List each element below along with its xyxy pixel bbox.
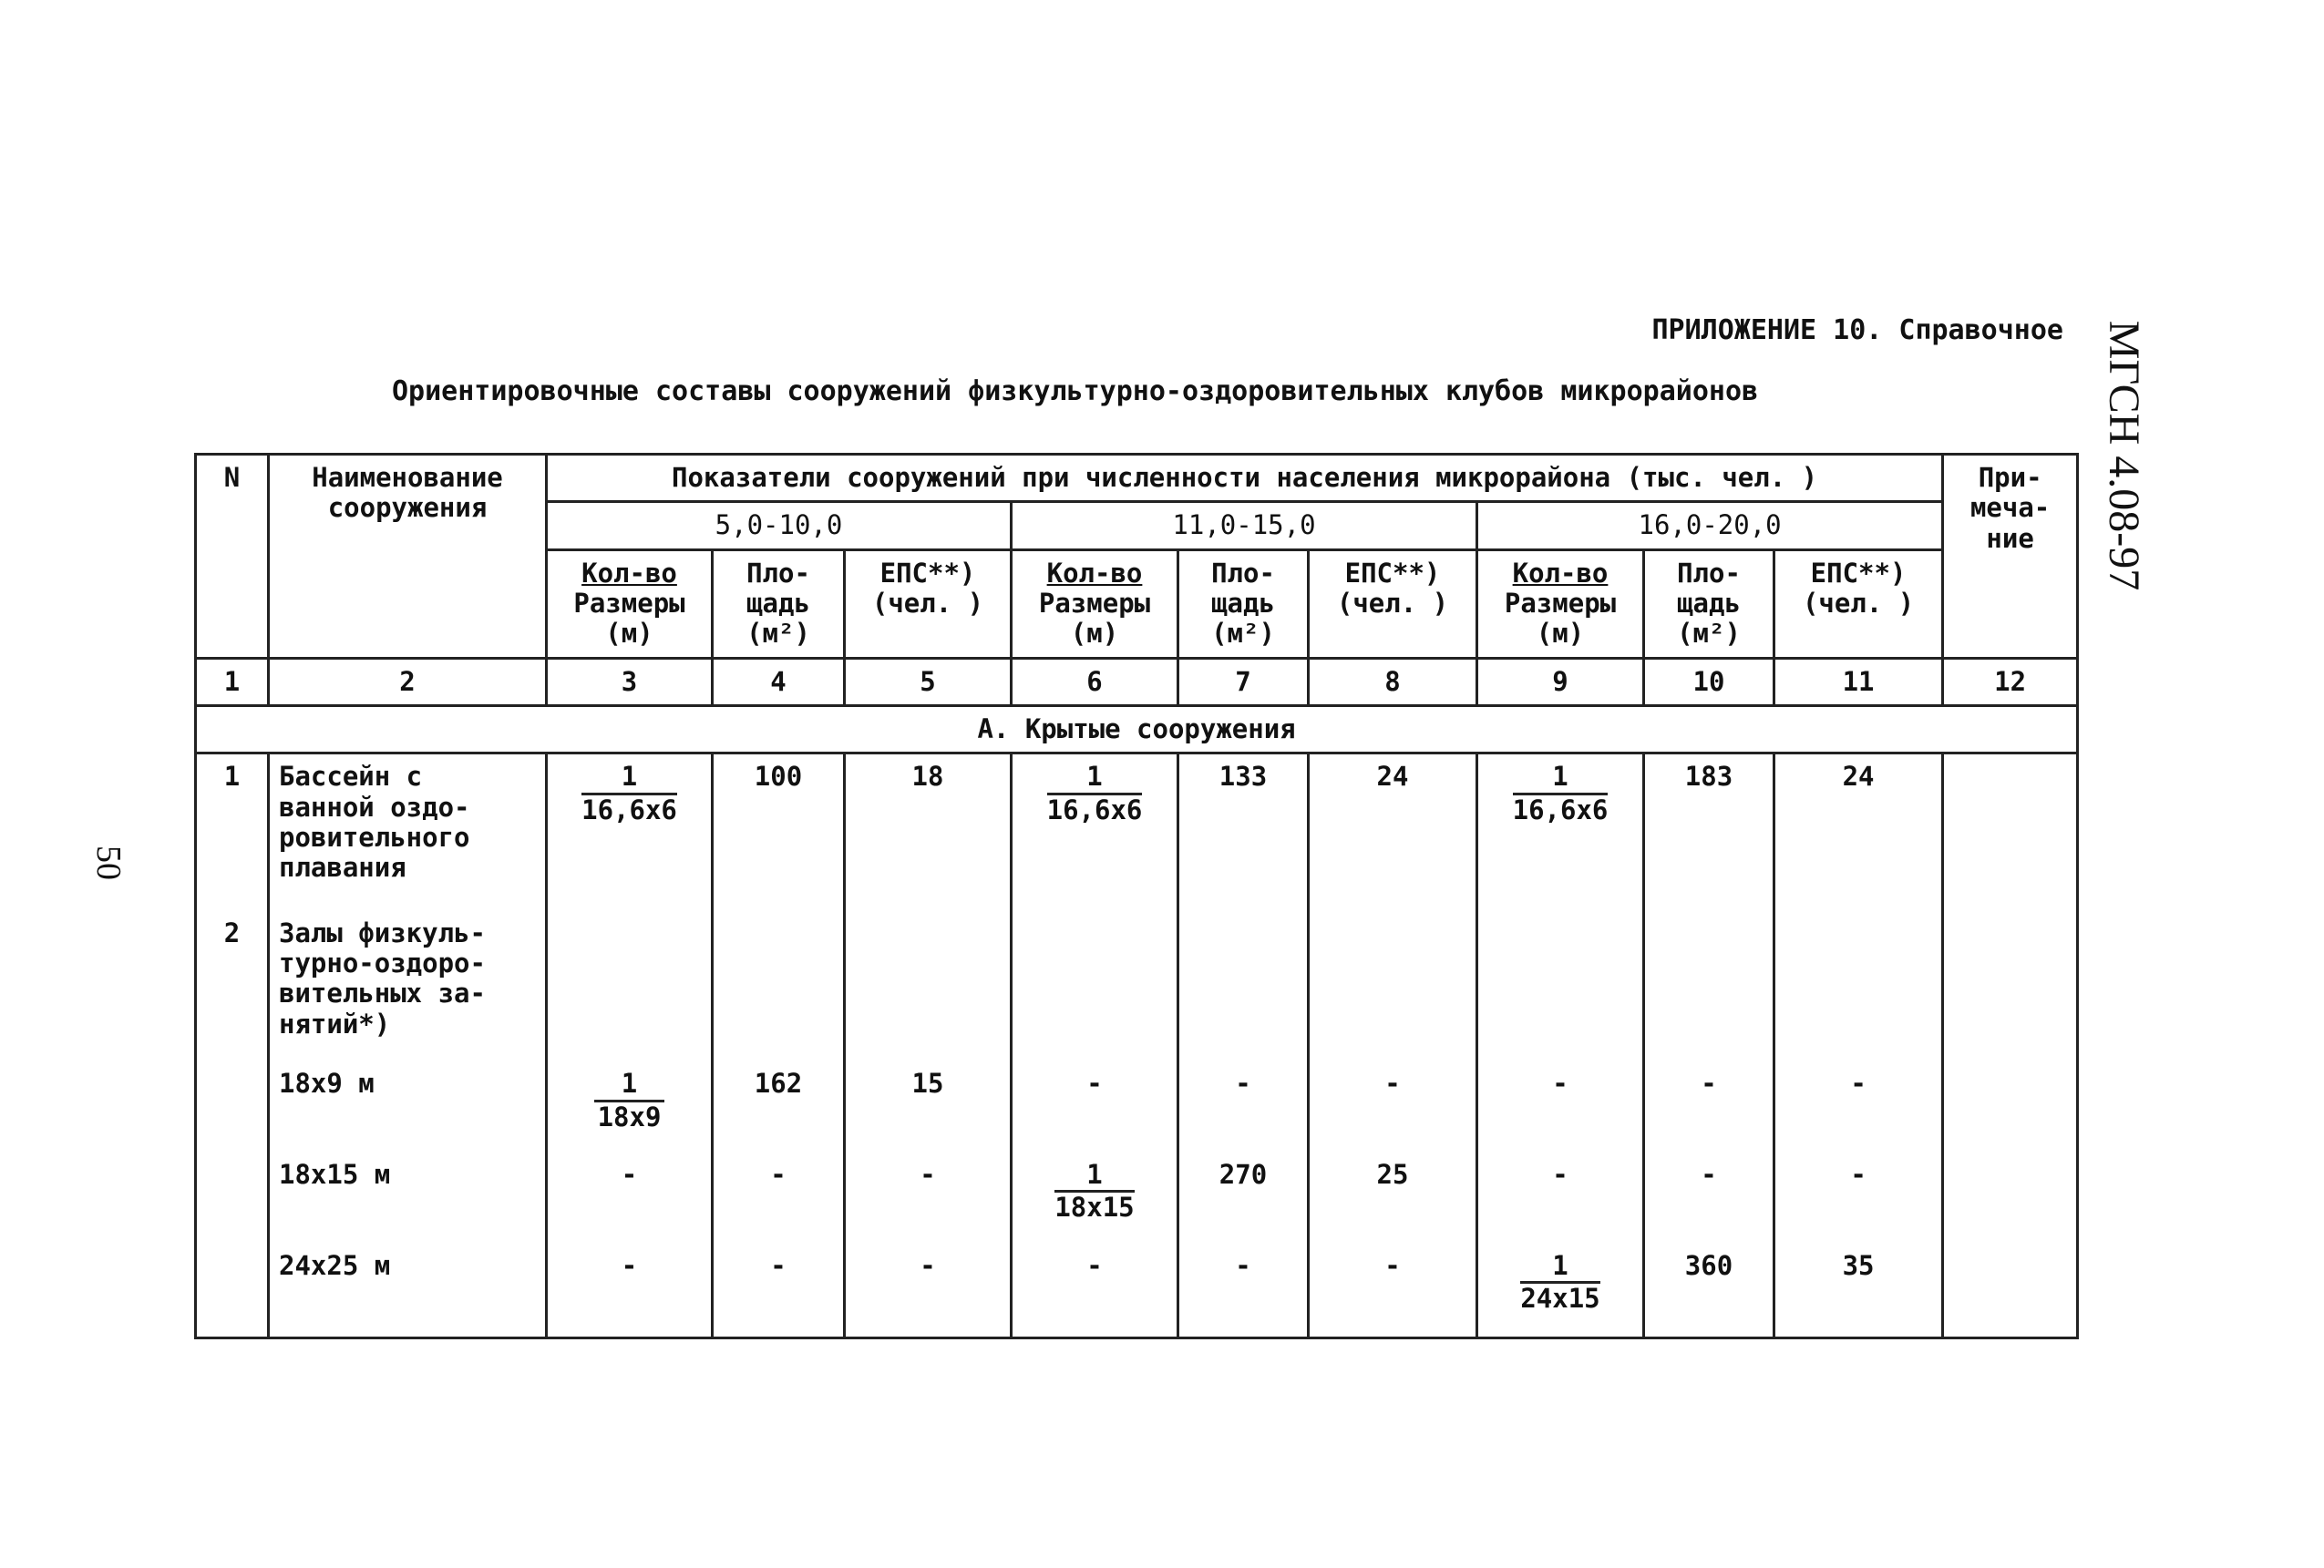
qty-value: 1 xyxy=(1047,762,1143,794)
col-number: 9 xyxy=(1477,658,1644,705)
eps-value: - xyxy=(845,1140,1012,1231)
header-n: N xyxy=(196,455,269,659)
area-value: - xyxy=(1178,1047,1309,1140)
subheader-area-1: Пло- щадь (м²) xyxy=(713,549,845,658)
fraction-cell xyxy=(1012,1140,1178,1231)
area-value: - xyxy=(713,1140,845,1231)
eps-value: - xyxy=(1309,1231,1477,1338)
area-value: 183 xyxy=(1644,753,1774,891)
col-number: 7 xyxy=(1178,658,1309,705)
qty-label: Кол-во xyxy=(1512,557,1609,589)
row-name: 24х25 м xyxy=(269,1231,547,1338)
area-value: - xyxy=(713,1231,845,1338)
area-value: 360 xyxy=(1644,1231,1774,1338)
size-value: 16,6х6 xyxy=(581,794,677,825)
group-header-3: 16,0-20,0 xyxy=(1477,502,1943,549)
header-indicators: Показатели сооружений при численности населения микрорайона (тыс. чел. ) xyxy=(547,455,1943,502)
qty-value: 1 xyxy=(1520,1251,1599,1284)
group-header-1: 5,0-10,0 xyxy=(547,502,1012,549)
qty-label: Кол-во xyxy=(1046,557,1143,589)
area-value: 270 xyxy=(1178,1140,1309,1231)
size-value: 16,6х6 xyxy=(1512,794,1609,825)
note-cell xyxy=(1943,753,2078,891)
area-value: - xyxy=(1644,1047,1774,1140)
subheader-eps-2: ЕПС**) (чел. ) xyxy=(1309,549,1477,658)
qty-value: 1 xyxy=(594,1069,664,1102)
size-label: Размеры (м) xyxy=(1038,588,1151,650)
subheader-qty-2 xyxy=(1012,549,1178,658)
subheader-eps-1: ЕПС**) (чел. ) xyxy=(845,549,1012,658)
fraction-cell xyxy=(547,753,713,891)
subheader-area-3: Пло- щадь (м²) xyxy=(1644,549,1774,658)
table-row xyxy=(196,1231,2078,1338)
area-value: 100 xyxy=(713,753,845,891)
table-row xyxy=(196,753,2078,891)
eps-value: - xyxy=(1774,1047,1943,1140)
col-number: 11 xyxy=(1774,658,1943,705)
fraction-cell xyxy=(1012,753,1178,891)
fraction-cell xyxy=(1477,1231,1644,1338)
structures-table xyxy=(194,453,2079,1339)
qty-value: 1 xyxy=(581,762,677,794)
eps-value: 24 xyxy=(1774,753,1943,891)
fraction-cell xyxy=(1477,753,1644,891)
subheader-area-2: Пло- щадь (м²) xyxy=(1178,549,1309,658)
table-row xyxy=(196,891,2078,1047)
col-number: 5 xyxy=(845,658,1012,705)
row-name: 18х15 м xyxy=(269,1140,547,1231)
col-number: 8 xyxy=(1309,658,1477,705)
col-number: 6 xyxy=(1012,658,1178,705)
size-label: Размеры (м) xyxy=(573,588,685,650)
area-value: - xyxy=(1178,1231,1309,1338)
eps-value: - xyxy=(845,1231,1012,1338)
eps-value: - xyxy=(1774,1140,1943,1231)
group-header-2: 11,0-15,0 xyxy=(1012,502,1477,549)
size-value: 16,6х6 xyxy=(1046,794,1143,825)
row-name: Залы физкуль- турно-оздоро- вительных за- нятий*) xyxy=(269,891,547,1047)
col-number: 4 xyxy=(713,658,845,705)
eps-value: 24 xyxy=(1309,753,1477,891)
qty-value: 1 xyxy=(1513,762,1609,794)
col-number: 1 xyxy=(196,658,269,705)
header-note: При- меча- ние xyxy=(1943,455,2078,659)
col-number: 3 xyxy=(547,658,713,705)
eps-value: 15 xyxy=(845,1047,1012,1140)
section-heading: А. Крытые сооружения xyxy=(196,706,2078,753)
size-label: Размеры (м) xyxy=(1504,588,1617,650)
eps-value: 35 xyxy=(1774,1231,1943,1338)
subheader-qty-1 xyxy=(547,549,713,658)
col-number: 2 xyxy=(269,658,547,705)
header-name: Наименование сооружения xyxy=(269,455,547,659)
document-title: Ориентировочные составы сооружений физкультурно-оздоровительных клубов микрорайонов xyxy=(392,375,1759,407)
dash-value: - xyxy=(1477,1140,1644,1231)
area-value: - xyxy=(1644,1140,1774,1231)
col-number: 12 xyxy=(1943,658,2078,705)
qty-value: 1 xyxy=(1054,1160,1134,1193)
area-value: 133 xyxy=(1178,753,1309,891)
row-name: Бассейн с ванной оздо- ровительного плавания xyxy=(269,753,547,891)
table-row xyxy=(196,1047,2078,1140)
row-number: 1 xyxy=(196,753,269,891)
qty-label: Кол-во xyxy=(581,557,677,589)
row-name: 18х9 м xyxy=(269,1047,547,1140)
table-row xyxy=(196,1140,2078,1231)
size-value: 24х15 xyxy=(1520,1282,1600,1314)
dash-value: - xyxy=(1012,1231,1178,1338)
dash-value: - xyxy=(1477,1047,1644,1140)
page-number: 50 xyxy=(89,845,128,880)
area-value: 162 xyxy=(713,1047,845,1140)
row-number: 2 xyxy=(196,891,269,1047)
eps-value: 18 xyxy=(845,753,1012,891)
size-value: 18х15 xyxy=(1054,1192,1135,1224)
standard-code: МГСН 4.08-97 xyxy=(2100,320,2148,591)
fraction-cell xyxy=(547,1047,713,1140)
eps-value: - xyxy=(1309,1047,1477,1140)
appendix-label: ПРИЛОЖЕНИЕ 10. Справочное xyxy=(1651,314,2063,346)
dash-value: - xyxy=(1012,1047,1178,1140)
dash-value: - xyxy=(547,1231,713,1338)
subheader-qty-3 xyxy=(1477,549,1644,658)
subheader-eps-3: ЕПС**) (чел. ) xyxy=(1774,549,1943,658)
size-value: 18х9 xyxy=(597,1101,662,1132)
dash-value: - xyxy=(547,1140,713,1231)
col-number: 10 xyxy=(1644,658,1774,705)
eps-value: 25 xyxy=(1309,1140,1477,1231)
